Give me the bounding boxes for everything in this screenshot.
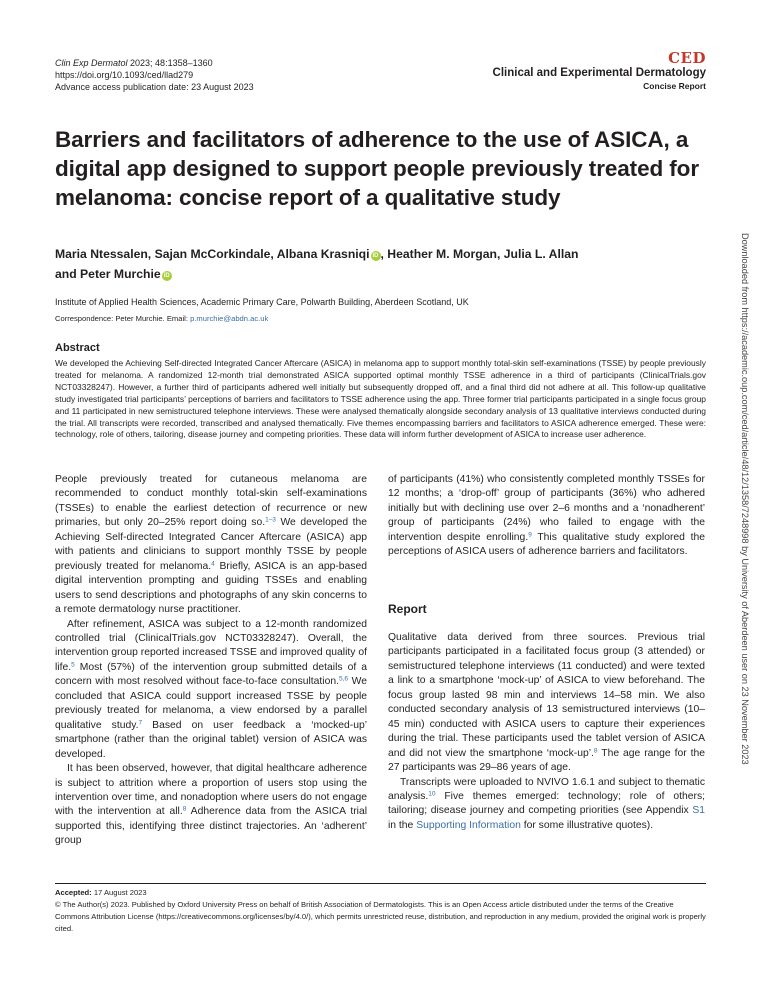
abstract-text: We developed the Achieving Self-directed Integrated Cancer Aftercare (ASICA) in melanoma app to support monthly total-skin self-examinations (TSSE) by people previously treated for melanoma. A randomized 12-month trial demonstrated ASICA supported optimal monthly TSSE adherence in a third of participants (ClinicalTrials.gov NCT03328247). However, a further third of participants adhered well initially but subsequently dropped off, and a final third did not adhere at all. This follow-up qualitative study investigated trial participants’ perceptions of barriers and facilitators to TSSE adherence using the app. Three former trial participants participated in a single focus group and 11 participated in new semistructured telephone interviews. These were analysed thematically alongside secondary analysis of 13 qualitative interviews conducted during the trial. All transcripts were recorded, transcribed and analysed thematically. Five themes encompassing barriers and facilitators to ASICA adherence emerged. These were: technology, role of others, tailoring, disease journey and competing priorities. These data will inform further development of ASICA to increase user adherence.: [55, 358, 706, 440]
footer-notes: [55, 887, 706, 935]
accepted-label: Accepted:: [55, 888, 92, 897]
citation-ref[interactable]: 7: [138, 719, 143, 727]
journal-brand: [493, 50, 706, 92]
citation-ref[interactable]: 8: [182, 805, 187, 813]
journal-citation: 2023; 48:1358–1360: [127, 58, 213, 68]
journal-name: Clinical and Experimental Dermatology: [492, 67, 706, 79]
report-section: [388, 631, 705, 833]
appendix-link[interactable]: S1: [692, 805, 705, 817]
citation-ref[interactable]: 10: [428, 790, 436, 798]
abstract-heading: Abstract: [55, 342, 100, 354]
body-paragraph: Transcripts were uploaded to NVIVO 1.6.1 and subject to thematic analysis.$^{10}$ Five themes emerged: technology; role of others; tailoring; disease journey and competing priorities (see Appendix S1 in the Supporting Information for some illustrative quotes).: [388, 776, 705, 831]
footer-divider: [55, 883, 706, 884]
body-paragraph-continued: of participants (41%) who consistently completed monthly TSSEs for 12 months; a ‘drop-off’ group of participants (36%) who adhered initially but with declining use over 2–6 months and a ‘nonadherent’ group of participants (24%) who failed to engage with the intervention despite enrolling.$^9$ This qualitative study explored the perceptions of ASICA users of adherence barriers and facilitators.: [388, 474, 705, 558]
doi-link[interactable]: https://doi.org/10.1093/ced/llad279: [55, 70, 194, 80]
report-heading: Report: [388, 602, 427, 616]
citation-ref[interactable]: 9: [528, 531, 532, 539]
citation-ref[interactable]: 5: [71, 661, 75, 669]
article-type: Concise Report: [643, 81, 706, 91]
journal-abbrev: Clin Exp Dermatol: [55, 58, 128, 68]
authors-line-1b: , Heather M. Morgan, Julia L. Allan: [380, 247, 579, 261]
correspondence-label: Correspondence: Peter Murchie. Email:: [55, 314, 191, 323]
citation-ref[interactable]: 4: [211, 560, 215, 568]
journal-logo-mark: CED: [668, 49, 706, 67]
author-list: [55, 244, 705, 284]
license-text: © The Author(s) 2023. Published by Oxford University Press on behalf of British Association of Dermatologists. This is an Open Access article distributed under the terms of the Creative Commons Attribution License (https://creativecommons.org/licenses/by/4.0/), which permits unrestricted reuse, distribution, and reproduction in any medium, provided the original work is properly cited.: [55, 900, 706, 933]
authors-line-2: and Peter Murchie: [55, 267, 161, 281]
supporting-information-link[interactable]: Supporting Information: [416, 819, 521, 831]
advance-access-date: Advance access publication date: 23 August 2023: [55, 82, 254, 92]
journal-citation-block: [55, 57, 254, 93]
correspondence-email-link[interactable]: p.murchie@abdn.ac.uk: [190, 314, 269, 323]
body-paragraph: It has been observed, however, that digital healthcare adherence is subject to attrition where a proportion of users stop using the intervention over time, and nonadoption where users do not engage with the intervention at all.$^8$ Adherence data from the ASICA trial supported this, identifying three distinct trajectories. An ‘adherent’ group: [55, 763, 367, 847]
body-left-column: [55, 473, 367, 849]
download-note-text: Downloaded from https://academic.oup.com/ced/article/48/12/1358/7248998 by University of Aberdeen user on 23 November 2023: [740, 233, 750, 765]
citation-ref[interactable]: 5,6: [339, 675, 349, 683]
body-paragraph: Qualitative data derived from three sources. Previous trial participants participated in a facilitated focus group (3 attended) or semistructured telephone interviews (11 conducted) and were texted a link to a smartphone ‘mock-up’ of ASICA to view beforehand. The focus group lasted 98 min and interviews 14–58 min. We also conducted secondary analysis of 13 semistructured interviews (10–45 min) conducted with ASICA users to capture their experiences during the trial. These participants used the tablet version of ASICA and did not view the smartphone ‘mock-up’.$^8$ The age range for the 27 participants was 29–86 years of age.: [388, 632, 705, 774]
affiliation: Institute of Applied Health Sciences, Academic Primary Care, Polwarth Building, Aberdeen Scotland, UK: [55, 297, 469, 307]
body-paragraph: After refinement, ASICA was subject to a 12-month randomized controlled trial (ClinicalTrials.gov NCT03328247). Overall, the intervention group reported increased TSSE and improved quality of life.$^5$ Most (57%) of the intervention group submitted details of a concern with most resolved without face-to-face consultation.$^{5,6}$ We concluded that ASICA could support increased TSSE by people previously treated for melanoma, a view endorsed by a parallel qualitative study.$^7$ Based on user feedback a ‘mocked-up’ smartphone (rather than the original tablet) version of ASICA was developed.: [55, 618, 368, 760]
authors-line-1: Maria Ntessalen, Sajan McCorkindale, Albana Krasniqi: [55, 247, 370, 261]
orcid-icon[interactable]: iD: [163, 273, 170, 279]
orcid-icon[interactable]: iD: [372, 253, 379, 259]
citation-ref[interactable]: 8: [593, 747, 598, 755]
article-title: Barriers and facilitators of adherence to the use of ASICA, a digital app designed to support people previously treated for melanoma: concise report of a qualitative study: [55, 127, 699, 210]
download-watermark: [738, 233, 750, 933]
correspondence: [55, 313, 268, 324]
body-paragraph: People previously treated for cutaneous melanoma are recommended to conduct monthly total-skin self-examinations (TSSEs) to enable the earliest detection of recurrence or new primaries, but only 20–25% report doing so.$^{1-3}$ We developed the Achieving Self-directed Integrated Cancer Aftercare (ASICA) app with patients and clinicians to support monthly TSSE by people previously treated for melanoma.$^4$ Briefly, ASICA is an app-based digital intervention prompting and guiding TSSEs and enabling users to send descriptions and photographs of any skin concerns to a remote dermatology nurse practitioner.: [55, 474, 367, 616]
citation-ref[interactable]: 1–3: [265, 516, 276, 524]
accepted-date: 17 August 2023: [91, 888, 147, 897]
body-right-column-continuation: [388, 473, 705, 560]
